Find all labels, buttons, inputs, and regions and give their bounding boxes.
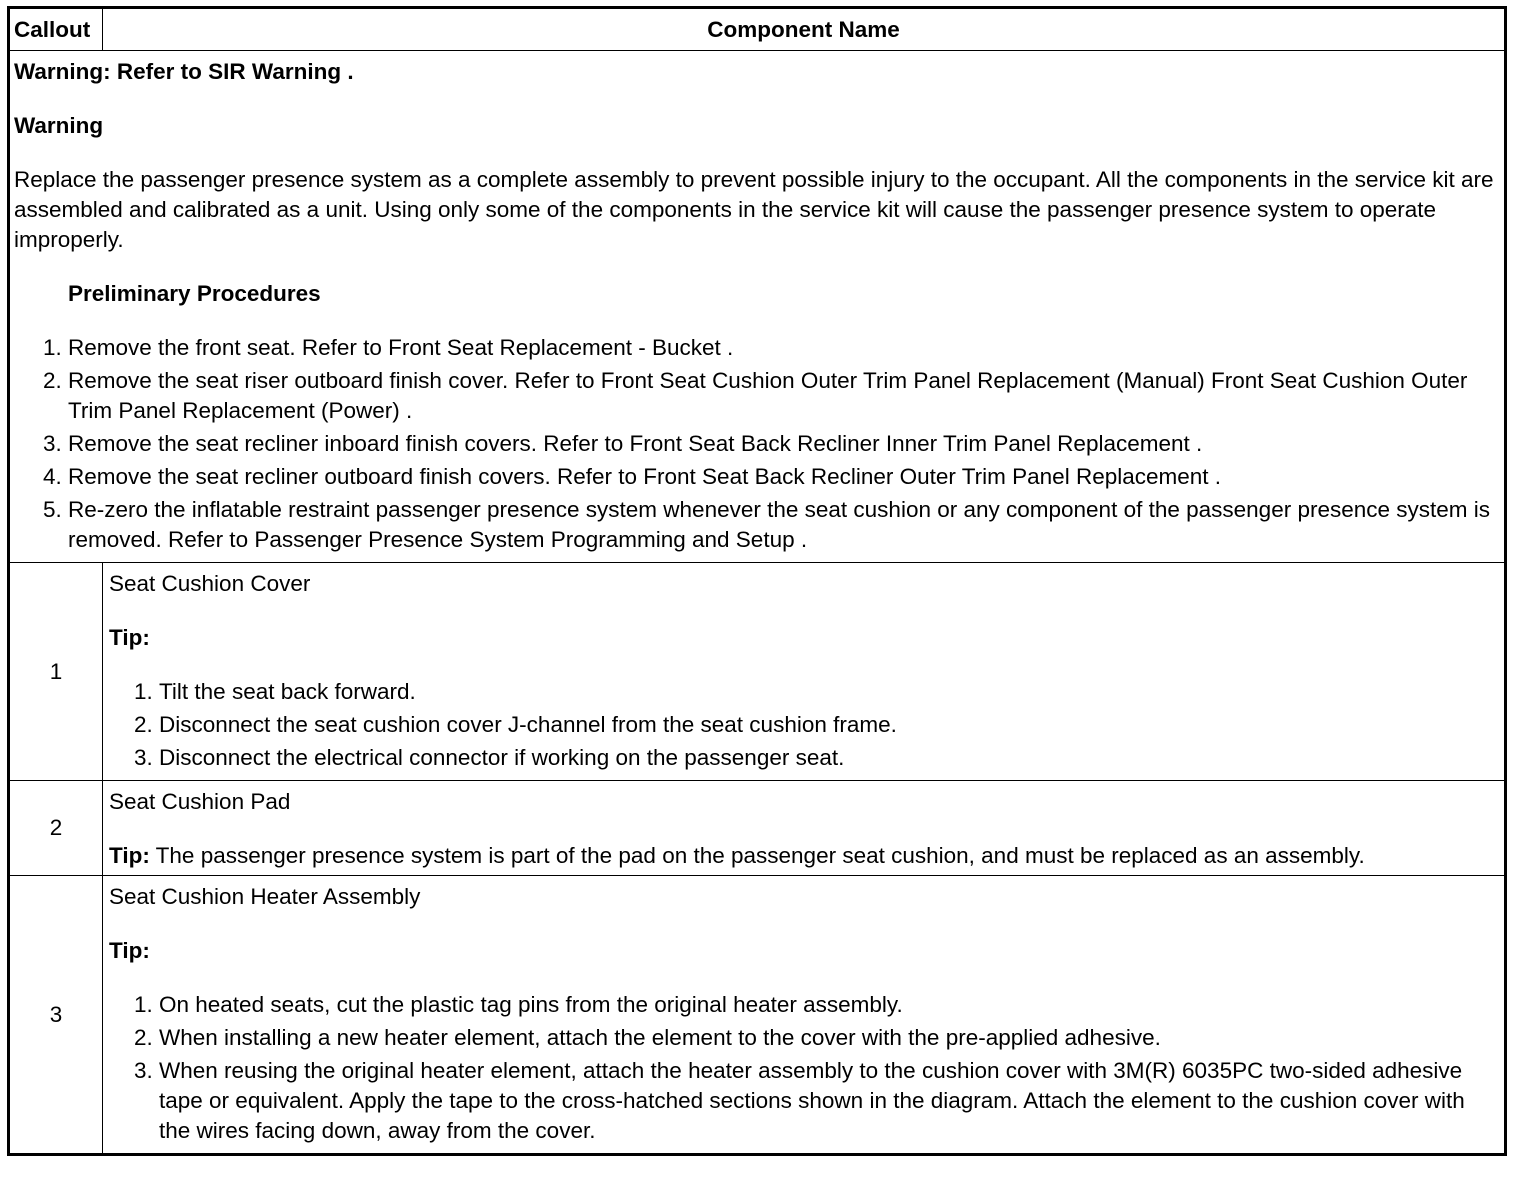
component-row	[9, 876, 1506, 1155]
component-cell	[103, 876, 1506, 1155]
tip-line	[109, 623, 1498, 653]
component-step: 2. Disconnect the seat cushion cover J-channel from the seat cushion frame.	[159, 710, 1498, 740]
component-step: 1. Tilt the seat back forward.	[159, 677, 1498, 707]
header-row	[9, 8, 1506, 51]
component-step: 3. When reusing the original heater element, attach the heater assembly to the cushion cover with 3M(R) 6035PC two-sided adhesive tape or equivalent. Apply the tape to the cross-hatched sections shown in the diagram. Attach the element to the cushion cover with the wires facing down, away from the cover.	[159, 1056, 1498, 1146]
tip-label: Tip:	[109, 625, 150, 650]
component-cell	[103, 781, 1506, 876]
tip-label: Tip:	[109, 843, 150, 868]
component-name-header: Component Name	[103, 8, 1506, 51]
component-steps-list	[109, 677, 1498, 773]
component-table	[7, 6, 1507, 1156]
component-step: 2. When installing a new heater element, attach the element to the cover with the pre-applied adhesive.	[159, 1023, 1498, 1053]
callout-number: 3	[9, 876, 103, 1155]
preliminary-steps-list	[14, 333, 1496, 555]
tip-text: The passenger presence system is part of the pad on the passenger seat cushion, and must be replaced as an assembly.	[149, 843, 1365, 868]
tip-label: Tip:	[109, 938, 150, 963]
component-steps-list	[109, 990, 1498, 1146]
component-cell	[103, 563, 1506, 781]
preliminary-procedures-title: Preliminary Procedures	[68, 281, 321, 306]
callout-number: 2	[9, 781, 103, 876]
preliminary-step: 3. Remove the seat recliner inboard finish covers. Refer to Front Seat Back Recliner Inner Trim Panel Replacement .	[68, 429, 1496, 459]
warning-body: Replace the passenger presence system as a complete assembly to prevent possible injury to the occupant. All the components in the service kit are assembled and calibrated as a unit. Using only some of the components in the service kit will cause the passenger presence system to operate improperly.	[14, 167, 1494, 252]
preliminary-step: 2. Remove the seat riser outboard finish cover. Refer to Front Seat Cushion Outer Trim Panel Replacement (Manual) Front Seat Cushion Outer Trim Panel Replacement (Power) .	[68, 366, 1496, 426]
tip-line	[109, 841, 1498, 871]
component-row	[9, 563, 1506, 781]
warning-cell	[9, 51, 1506, 563]
component-name: Seat Cushion Heater Assembly	[109, 884, 421, 909]
component-step: 3. Disconnect the electrical connector if working on the passenger seat.	[159, 743, 1498, 773]
component-row	[9, 781, 1506, 876]
preliminary-step: 4. Remove the seat recliner outboard finish covers. Refer to Front Seat Back Recliner Outer Trim Panel Replacement .	[68, 462, 1496, 492]
preliminary-step: 1. Remove the front seat. Refer to Front Seat Replacement - Bucket .	[68, 333, 1496, 363]
callout-header: Callout	[9, 8, 103, 51]
warning-row	[9, 51, 1506, 563]
tip-line	[109, 936, 1498, 966]
component-name: Seat Cushion Pad	[109, 789, 291, 814]
component-name: Seat Cushion Cover	[109, 571, 311, 596]
component-step: 1. On heated seats, cut the plastic tag pins from the original heater assembly.	[159, 990, 1498, 1020]
warning-title: Warning	[14, 113, 104, 138]
callout-number: 1	[9, 563, 103, 781]
sir-warning-reference: Warning: Refer to SIR Warning .	[14, 59, 354, 84]
preliminary-step: 5. Re-zero the inflatable restraint passenger presence system whenever the seat cushion or any component of the passenger presence system is removed. Refer to Passenger Presence System Programming and Setup .	[68, 495, 1496, 555]
